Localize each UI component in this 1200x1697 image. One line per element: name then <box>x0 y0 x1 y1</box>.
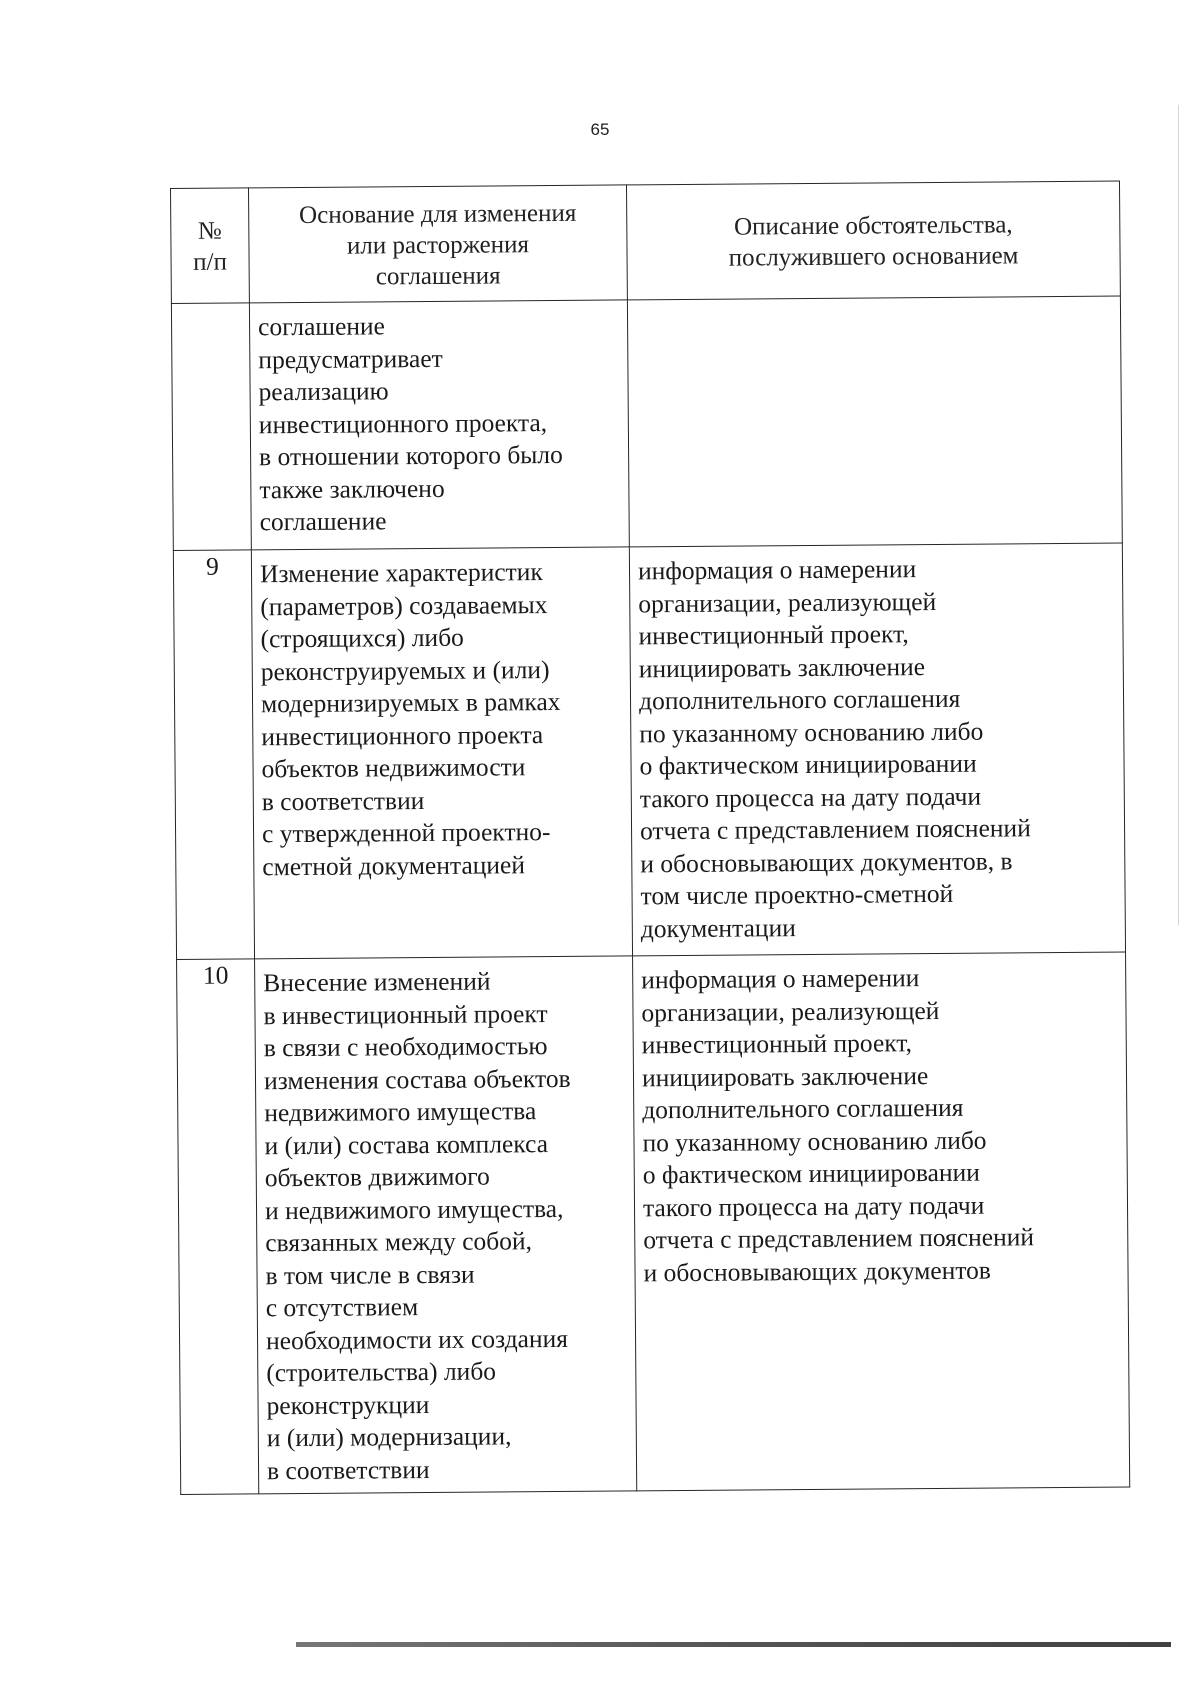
row-num <box>172 303 249 304</box>
row-basis-cell <box>255 956 637 1494</box>
row-num: 10 <box>202 960 229 990</box>
row-description-cell <box>633 952 1130 1491</box>
page-number: 65 <box>590 120 610 139</box>
row-description-cell <box>627 296 1122 547</box>
header-description <box>626 181 1120 300</box>
row-description-text: информация о намерении организации, реализующей инвестиционный проект, инициировать заключение дополнительного соглашения по указанному основанию либо о фактическом инициировании такого процесса на дату подачи отчета с представлением пояснений и обосновывающих документов, в том числе проектно-сметной документации <box>637 554 1031 943</box>
row-basis-text: Внесение изменений в инвестиционный проект в связи с необходимостью изменения состава объектов недвижимого имущества и (или) состава комплекса объектов движимого и недвижимого имущества, связанных между собой, в том числе в связи с отсутствием необходимости их создания (строительства) либо реконструкции и (или) модернизации, в соответствии <box>263 966 571 1485</box>
row-basis-cell <box>251 547 632 959</box>
table-row <box>177 952 1130 1494</box>
row-num: 9 <box>205 551 219 581</box>
row-basis-text: соглашение предусматривает реализацию инвестиционного проекта, в отношении которого было также заключено соглашение <box>257 311 563 537</box>
scan-edge-line <box>1178 105 1179 925</box>
document-table <box>170 181 1130 1495</box>
table-header-row <box>171 181 1121 303</box>
row-num-cell <box>177 959 259 1495</box>
scan-bottom-line <box>296 1642 1171 1647</box>
header-basis <box>249 185 628 303</box>
row-num-cell <box>173 550 254 960</box>
header-num <box>171 188 250 304</box>
header-num-text: № п/п <box>193 217 228 276</box>
row-basis-text: Изменение характеристик (параметров) создаваемых (строящихся) либо реконструируемых и (или) модернизируемых в рамках инвестиционного проекта объектов недвижимости в соответствии с утвержденной проектно- сметной документацией <box>259 557 561 881</box>
row-description-cell <box>629 543 1125 956</box>
row-description-text <box>628 297 1120 315</box>
table-row <box>171 296 1122 550</box>
header-basis-text: Основание для изменения или расторжения соглашения <box>299 199 577 290</box>
row-basis-cell <box>249 300 629 550</box>
table-row <box>173 543 1125 959</box>
row-num-cell <box>171 303 251 551</box>
header-description-text: Описание обстоятельства, послужившего основанием <box>728 211 1019 272</box>
row-description-text: информация о намерении организации, реализующей инвестиционный проект, инициировать заключение дополнительного соглашения по указанному основанию либо о фактическом инициировании такого процесса на дату подачи отчета с представлением пояснений и обосновывающих документов <box>641 963 1035 1287</box>
